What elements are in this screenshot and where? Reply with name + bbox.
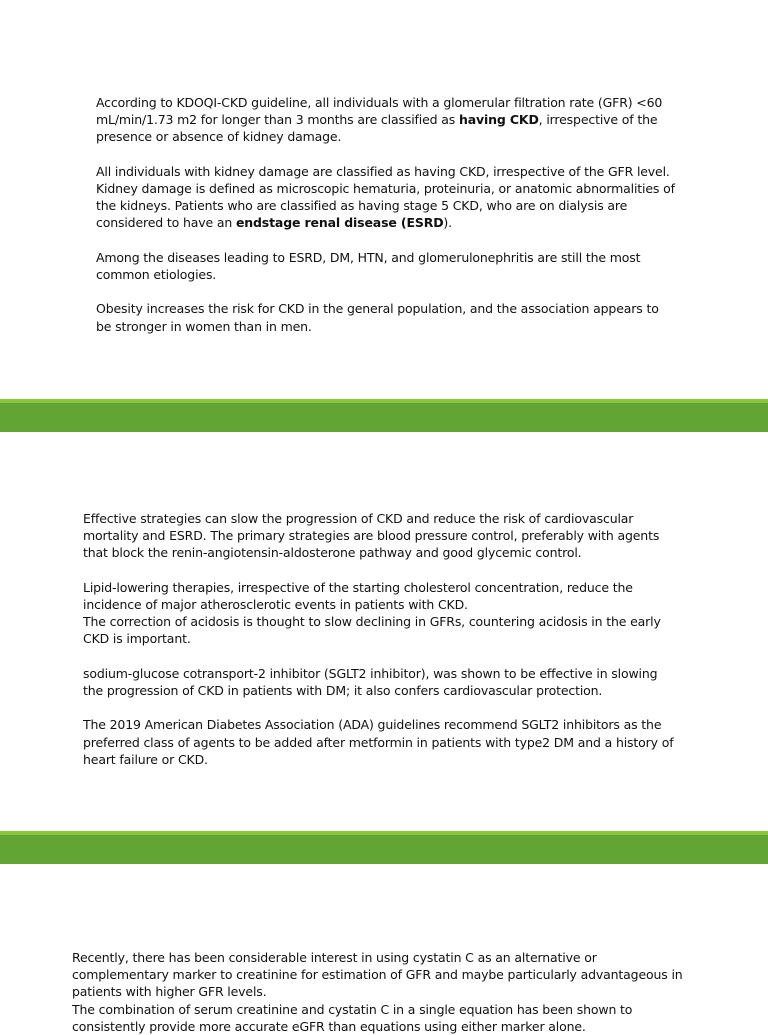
slide-1 bbox=[0, 0, 768, 400]
paragraph-ckd-definition: According to KDOQI-CKD guideline, all individuals with a glomerular filtration rate (GFR) <60 mL/min/1.73 m2 for longer than 3 months are classified as having CKD, irrespective of the presence or absence of kidney damage. bbox=[96, 95, 663, 145]
slide-2 bbox=[0, 432, 768, 832]
slide-3 bbox=[0, 864, 768, 1034]
slide-1-text bbox=[96, 94, 676, 335]
paragraph-lipid-lowering: Lipid-lowering therapies, irrespective of the starting cholesterol concentration, reduce the incidence of major atherosclerotic events in patients with CKD. bbox=[83, 579, 633, 612]
bold-having-ckd: having CKD bbox=[458, 112, 539, 128]
slide-3-text bbox=[72, 949, 684, 1035]
green-divider-2 bbox=[0, 831, 768, 864]
paragraph-kidney-damage: All individuals with kidney damage are classified as having CKD, irrespective of the GFR level. Kidney damage is defined as microscopic hematuria, proteinuria, or anatomic abnormalities of the kidneys. Patients who are classified as having stage 5 CKD, who are on dialysis are considered to have an endstage renal disease (ESRD). bbox=[96, 163, 675, 231]
paragraph-sglt2: sodium-glucose cotransport-2 inhibitor (SGLT2 inhibitor), was shown to be effective in slowing the progression of CKD in patients with DM; it also confers cardiovascular protection. bbox=[83, 665, 658, 698]
paragraph-etiologies: Among the diseases leading to ESRD, DM, HTN, and glomerulonephritis are still the most common etiologies. bbox=[96, 249, 641, 282]
green-divider-1 bbox=[0, 399, 768, 432]
bold-esrd: endstage renal disease (ESRD bbox=[235, 215, 444, 231]
slide-2-text bbox=[83, 510, 679, 768]
paragraph-obesity: Obesity increases the risk for CKD in the general population, and the association appears to be stronger in women than in men. bbox=[96, 301, 659, 334]
paragraph-cystatin-c: Recently, there has been considerable interest in using cystatin C as an alternative or complementary marker to creatinine for estimation of GFR and maybe particularly advantageous in patients with higher GFR levels. bbox=[72, 950, 683, 1000]
paragraph-combination-equation: The combination of serum creatinine and cystatin C in a single equation has been shown to consistently provide more accurate eGFR than equations using either marker alone. bbox=[72, 1001, 633, 1034]
paragraph-ada-guidelines: The 2019 American Diabetes Association (ADA) guidelines recommend SGLT2 inhibitors as the preferred class of agents to be added after metformin in patients with type2 DM and a history of heart failure or CKD. bbox=[83, 717, 674, 767]
paragraph-strategies: Effective strategies can slow the progression of CKD and reduce the risk of cardiovascular mortality and ESRD. The primary strategies are blood pressure control, preferably with agents that block the renin-angiotensin-aldosterone pathway and good glycemic control. bbox=[83, 511, 660, 561]
paragraph-acidosis: The correction of acidosis is thought to slow declining in GFRs, countering acidosis in the early CKD is important. bbox=[83, 614, 661, 647]
